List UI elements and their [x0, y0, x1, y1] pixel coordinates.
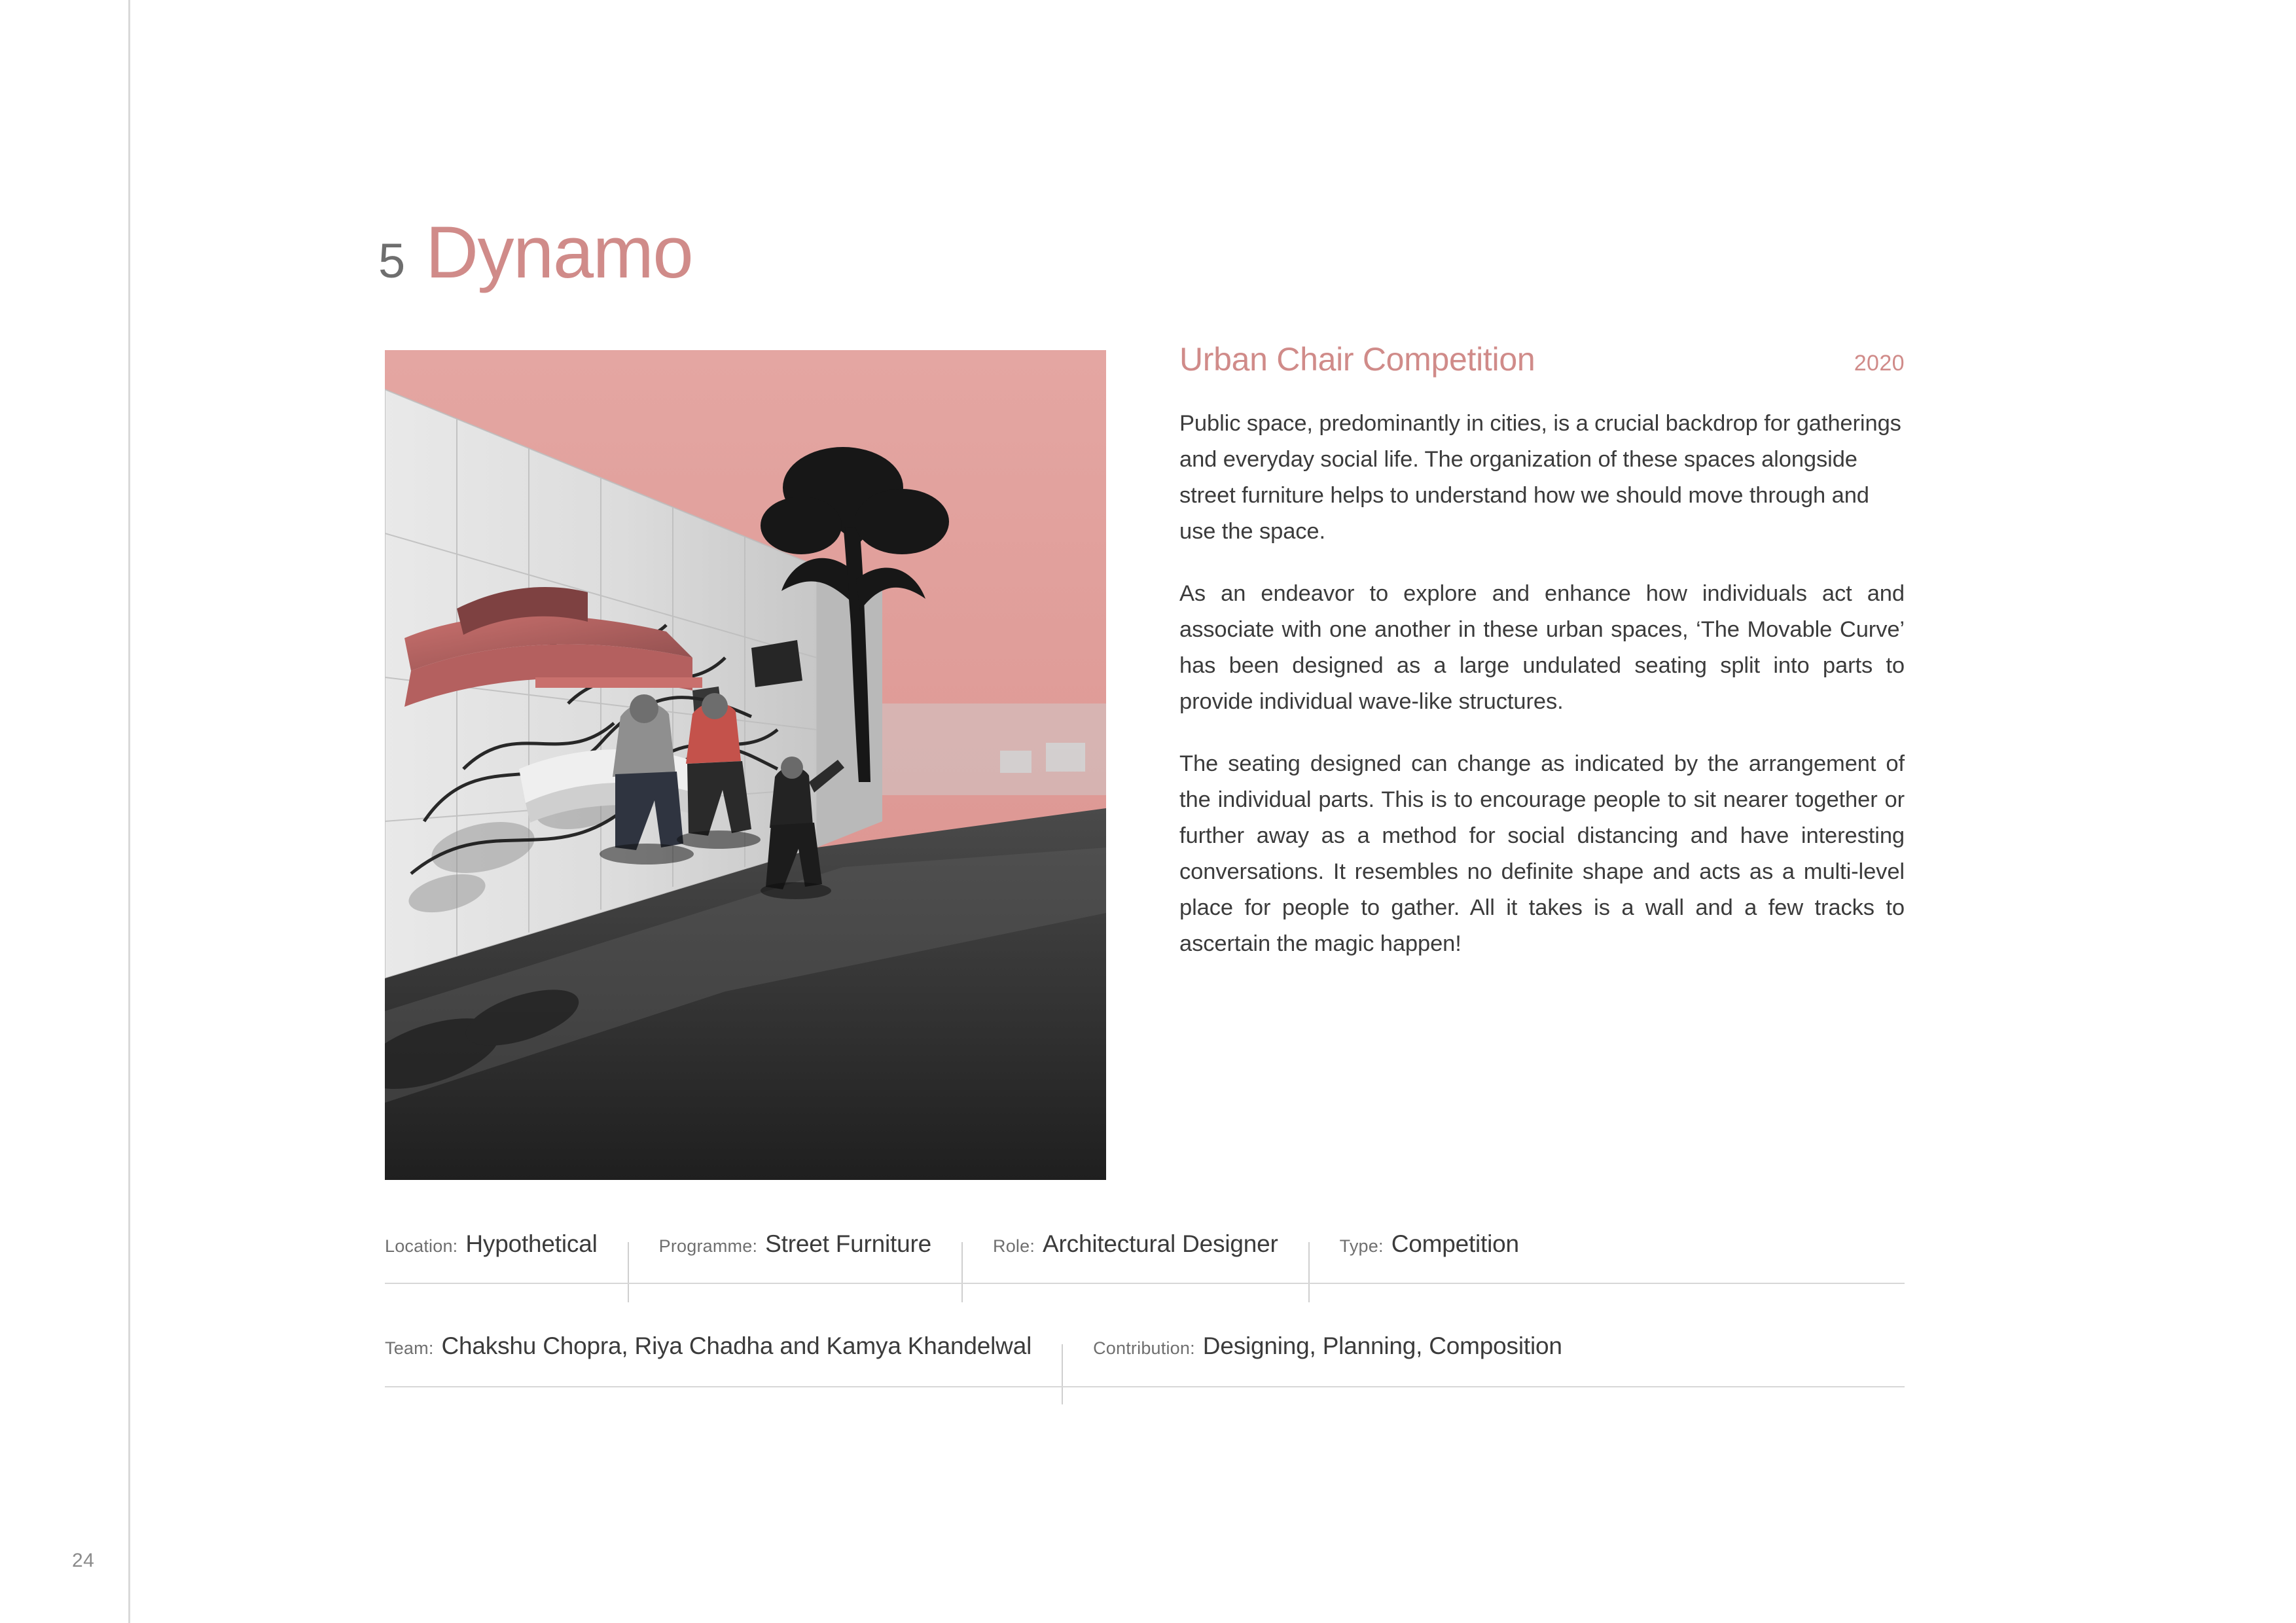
project-subtitle: Urban Chair Competition — [1179, 341, 1535, 378]
meta-divider-horizontal-1 — [385, 1283, 1905, 1284]
meta-programme-value: Street Furniture — [765, 1230, 932, 1257]
description-paragraph-3: The seating designed can change as indicated by the arrangement of the individual parts. This is to encourage people to sit nearer together or further away as a method for social distancing and have interesting conversations. It resembles no definite shape and acts as a multi-level place for people to gather. All it takes is a wall and a few tracks to ascertain the magic happen! — [1179, 751, 1905, 956]
left-margin-rule — [128, 0, 130, 1623]
project-description — [1179, 340, 1905, 985]
meta-role — [993, 1230, 1278, 1258]
meta-team — [385, 1332, 1031, 1360]
project-image — [385, 350, 1106, 1180]
meta-programme-label: Programme: — [658, 1236, 758, 1256]
meta-team-value: Chakshu Chopra, Riya Chadha and Kamya Khandelwal — [441, 1332, 1032, 1359]
meta-divider-vertical — [961, 1242, 963, 1302]
meta-team-label: Team: — [385, 1338, 434, 1358]
page-number: 24 — [72, 1550, 95, 1571]
project-number: 5 — [378, 234, 405, 288]
meta-location-value: Hypothetical — [465, 1230, 598, 1257]
meta-location — [385, 1230, 598, 1258]
meta-programme — [659, 1230, 931, 1258]
meta-contribution-label: Contribution: — [1093, 1338, 1195, 1358]
meta-contribution-value: Designing, Planning, Composition — [1202, 1332, 1562, 1359]
meta-role-label: Role: — [993, 1236, 1035, 1256]
meta-type-label: Type: — [1339, 1236, 1384, 1256]
description-paragraph-2: As an endeavor to explore and enhance how individuals act and associate with one another in these urban spaces, ‘The Movable Curve’ has been designed as a large undulated seating split into parts to provide individual wave-like structures. — [1179, 581, 1905, 714]
project-name: Dynamo — [425, 211, 693, 293]
meta-type — [1340, 1230, 1519, 1258]
project-image-artwork — [385, 350, 1106, 1180]
meta-type-value: Competition — [1391, 1230, 1519, 1257]
meta-divider-vertical — [1062, 1344, 1063, 1404]
project-subtitle-row — [1179, 340, 1905, 378]
meta-location-label: Location: — [385, 1236, 458, 1256]
meta-row-secondary — [385, 1332, 1905, 1393]
meta-contribution — [1093, 1332, 1562, 1360]
meta-divider-vertical — [628, 1242, 629, 1302]
description-paragraph-1: Public space, predominantly in cities, is a crucial backdrop for gatherings and everyday social life. The organization of these spaces alongside street furniture helps to understand how we should move through and use the space. — [1179, 411, 1901, 544]
meta-divider-vertical — [1308, 1242, 1310, 1302]
page-title — [378, 211, 693, 293]
meta-divider-horizontal-2 — [385, 1386, 1905, 1387]
meta-row-primary — [385, 1230, 1905, 1291]
project-year: 2020 — [1854, 351, 1905, 376]
meta-role-value: Architectural Designer — [1043, 1230, 1278, 1257]
